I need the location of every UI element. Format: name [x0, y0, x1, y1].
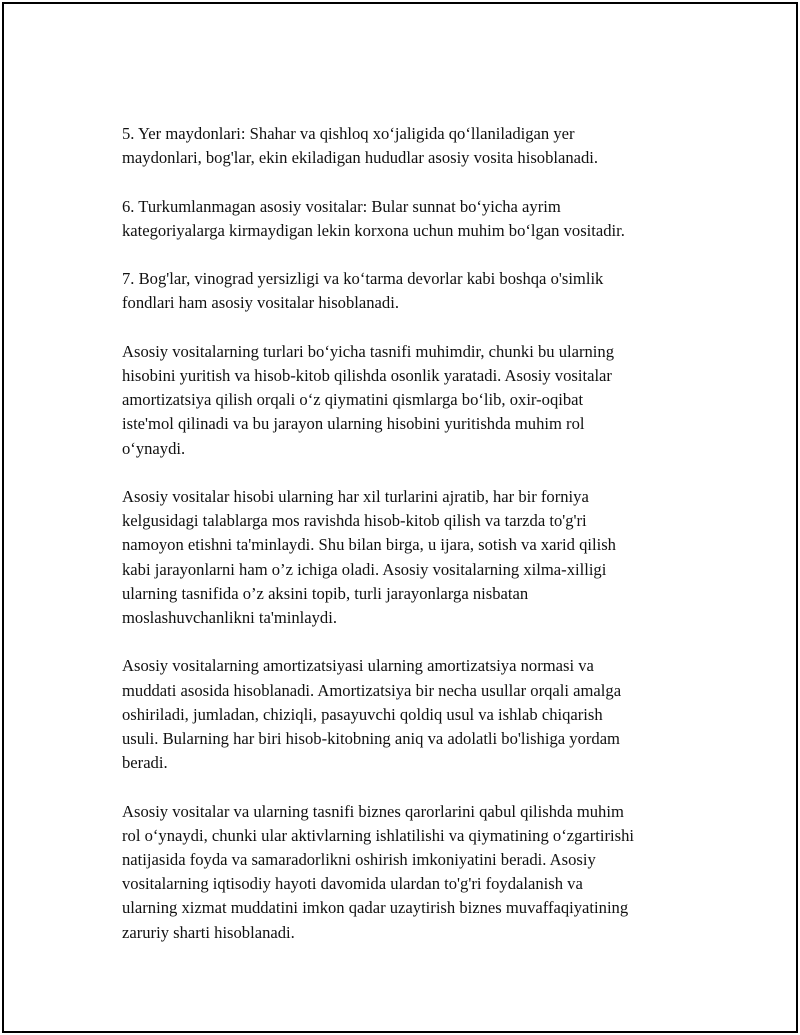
- text-line: 7. Bog'lar, vinograd yersizligi va ko‘tarma devorlar kabi boshqa o'simlik: [122, 269, 604, 289]
- text-line: amortizatsiya qilish orqali o‘z qiymatini qismlarga bo‘lib, oxir-oqibat: [122, 390, 584, 410]
- text-line: kelgusidagi talablarga mos ravishda hisob-kitob qilish va tarzda to'g'ri: [122, 511, 587, 531]
- text-line: o‘ynaydi.: [122, 438, 186, 458]
- text-line: iste'mol qilinadi va bu jarayon ularning hisobini yuritishda muhim rol: [122, 414, 585, 434]
- document-body: [122, 122, 692, 969]
- text-line: Asosiy vositalarning amortizatsiyasi ularning amortizatsiya normasi va: [122, 656, 594, 676]
- text-line: 5. Yer maydonlari: Shahar va qishloq xo‘jaligida qo‘llaniladigan yer: [122, 124, 575, 143]
- text-line: rol o‘ynaydi, chunki ular aktivlarning ishlatilishi va qiymatining o‘zgartirishi: [122, 825, 634, 845]
- text-line: zaruriy sharti hisoblanadi.: [122, 922, 295, 942]
- text-line: beradi.: [122, 753, 168, 773]
- text-line: maydonlari, bog'lar, ekin ekiladigan hududlar asosiy vosita hisoblanadi.: [122, 148, 599, 168]
- paragraph-unclassified-assets: [122, 195, 692, 243]
- text-line: Asosiy vositalar va ularning tasnifi biznes qarorlarini qabul qilishda muhim: [122, 801, 624, 821]
- text-line: muddati asosida hisoblanadi. Amortizatsiya bir necha usullar orqali amalga: [122, 680, 622, 700]
- text-line: vositalarning iqtisodiy hayoti davomida ulardan to'g'ri foydalanish va: [122, 874, 583, 894]
- text-line: Asosiy vositalarning turlari bo‘yicha tasnifi muhimdir, chunki bu ularning: [122, 341, 614, 361]
- text-line: oshiriladi, jumladan, chiziqli, pasayuvchi qoldiq usul va ishlab chiqarish: [122, 704, 603, 724]
- text-line: namoyon etishni ta'minlaydi. Shu bilan birga, u ijara, sotish va xarid qilish: [122, 535, 616, 555]
- paragraph-business-decisions: [122, 800, 692, 945]
- text-line: ularning xizmat muddatini imkon qadar uzaytirish biznes muvaffaqiyatining: [122, 898, 629, 918]
- text-line: hisobini yuritish va hisob-kitob qilishda osonlik yaratadi. Asosiy vositalar: [122, 365, 612, 385]
- text-line: natijasida foyda va samaradorlikni oshirish imkoniyatini beradi. Asosiy: [122, 850, 596, 869]
- paragraph-classification-importance: [122, 340, 692, 461]
- text-line: usuli. Bularning har biri hisob-kitobning aniq va adolatli bo'lishiga yordam: [122, 729, 620, 748]
- text-line: kategoriyalarga kirmaydigan lekin korxona uchun muhim bo‘lgan vositadir.: [122, 220, 625, 240]
- paragraph-plant-funds: [122, 267, 692, 315]
- page-frame: [2, 2, 798, 1033]
- paragraph-asset-accounting: [122, 485, 692, 630]
- text-line: kabi jarayonlarni ham o’z ichiga oladi. Asosiy vositalarning xilma-xilligi: [122, 559, 607, 579]
- text-line: ularning tasnifida o’z aksini topib, turli jarayonlarga nisbatan: [122, 583, 529, 603]
- text-line: moslashuvchanlikni ta'minlaydi.: [122, 608, 337, 627]
- text-line: 6. Turkumlanmagan asosiy vositalar: Bular sunnat bo‘yicha ayrim: [122, 196, 561, 216]
- text-line: fondlari ham asosiy vositalar hisoblanadi.: [122, 293, 399, 313]
- text-line: Asosiy vositalar hisobi ularning har xil turlarini ajratib, har bir forniya: [122, 486, 589, 506]
- paragraph-depreciation: [122, 654, 692, 775]
- paragraph-land-plots: [122, 122, 692, 170]
